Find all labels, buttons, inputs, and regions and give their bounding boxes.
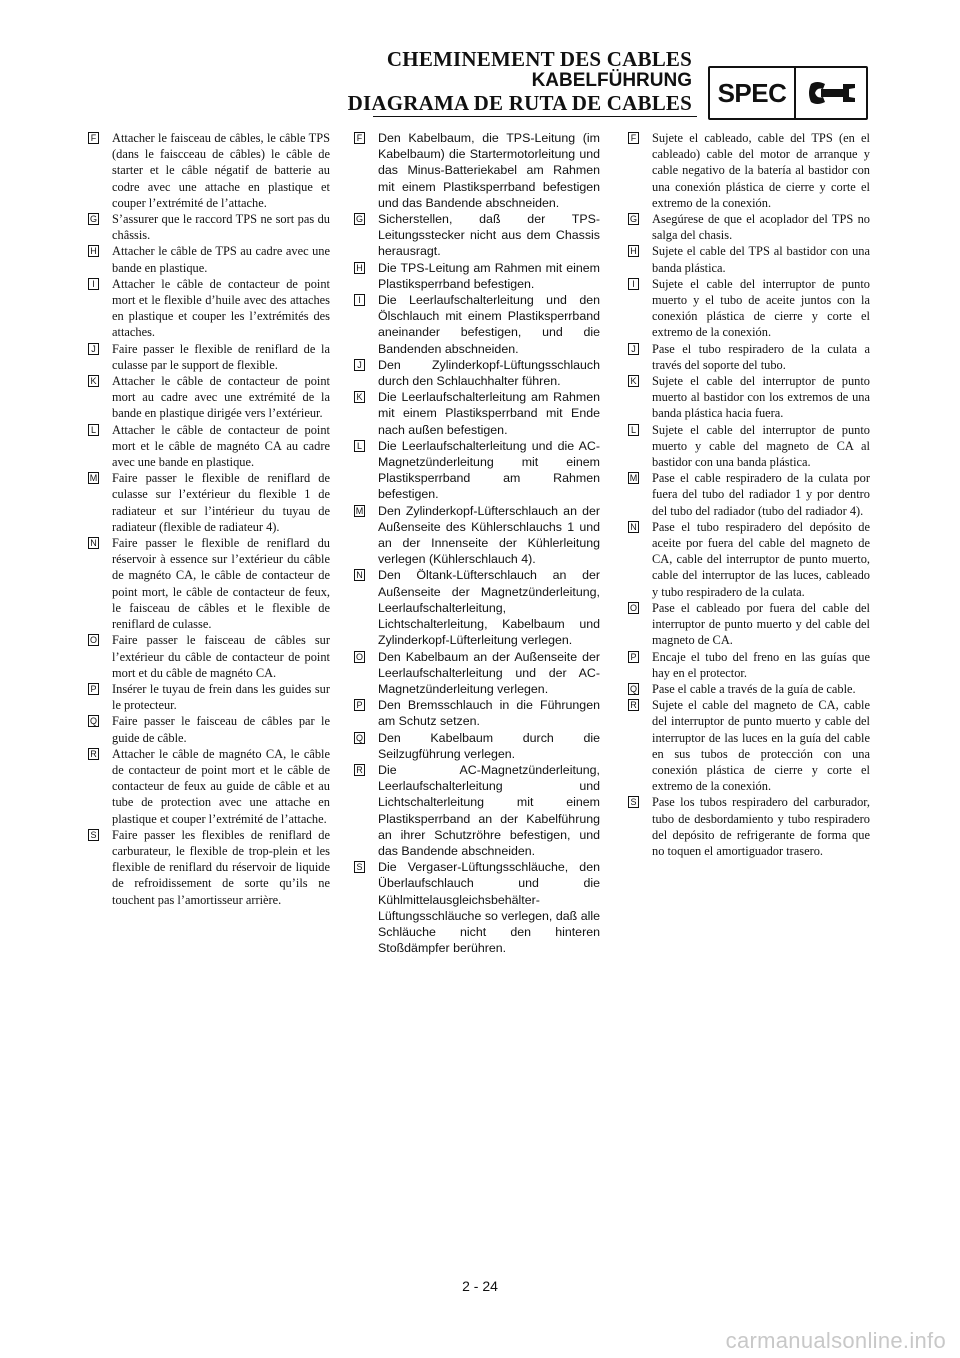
step-marker: Q: [355, 732, 363, 743]
instruction-item: [352, 503, 600, 568]
step-marker: K: [354, 391, 365, 403]
step-marker: N: [88, 537, 99, 549]
step-marker: F: [628, 132, 639, 144]
step-marker: L: [354, 440, 365, 452]
instruction-text: Die Leerlaufschalterleitung und den Ölschlauch mit einem Plastiksperrband aneinander befestigen, und die Bandenden abschneiden.: [378, 293, 600, 356]
instruction-item: [86, 535, 330, 632]
step-marker: Q: [89, 716, 97, 727]
column-german: [352, 130, 600, 956]
step-marker: J: [628, 343, 639, 355]
instruction-text: Den Kabelbaum durch die Seilzugführung verlegen.: [378, 730, 600, 761]
step-marker: G: [355, 214, 363, 225]
step-marker: L: [88, 424, 99, 436]
title-spanish: DIAGRAMA DE RUTA DE CABLES: [347, 91, 692, 115]
page-header: [348, 48, 692, 114]
instruction-text: Faire passer le flexible de reniflard de culasse sur l’extérieur du flexible 1 de radiateur et sur l’intérieur du tuyau de radiateur (flexible de radiateur 4).: [112, 471, 330, 534]
step-marker: S: [354, 861, 365, 873]
instruction-item: [86, 713, 330, 745]
step-marker: S: [88, 829, 99, 841]
step-marker: P: [88, 683, 99, 695]
instruction-item: [352, 130, 600, 211]
step-marker: O: [629, 602, 637, 613]
instruction-text: Attacher le câble de contacteur de point mort au cadre avec une extrémité de la bande en plastique dirigée vers l’extérieur.: [112, 374, 330, 421]
step-marker: J: [88, 343, 99, 355]
instruction-item: [86, 276, 330, 341]
instruction-text: Pase el cable respiradero de la culata por fuera del tubo del radiador 1 y por dentro del tubo del radiador (tubo del radiador 4).: [652, 471, 870, 518]
instruction-item: [86, 827, 330, 908]
instruction-item: [86, 681, 330, 713]
instruction-text: Attacher le câble de contacteur de point mort et le flexible d’huile avec des attaches en plastique et couper les l’extrémités des attaches.: [112, 276, 330, 340]
step-marker: O: [89, 635, 97, 646]
instruction-item: [352, 292, 600, 357]
instruction-text: Den Öltank-Lüfterschlauch an der Außenseite der Magnetzünderleitung, Leerlaufschalterleitung, Lichtschalterleitung, Kabelbaum und Zylinderkopf-Lüfterleitung verlegen.: [378, 568, 600, 648]
instruction-text: Attacher le câble de TPS au cadre avec une bande en plastique.: [112, 244, 330, 275]
instruction-text: Pase el cable a través de la guía de cable.: [652, 681, 856, 696]
step-marker: G: [89, 214, 97, 225]
instruction-item: [626, 211, 870, 243]
instruction-text: Attacher le faisceau de câbles, le câble TPS (dans le faiscceau de câbles) le câble de starter et le câble négatif de batterie au codre avec une attache en plastique et couper l’extrémité de l’attache.: [112, 131, 330, 210]
instruction-item: [352, 438, 600, 503]
instruction-text: Die AC-Magnetzünderleitung, Leerlaufschalterleitung und Lichtschalterleitung mit einem Plastiksperrband an der Kabelführung an ihrer Schutzröhre befestigen, und das Bandende abschneiden.: [378, 762, 600, 858]
instruction-item: [352, 649, 600, 698]
instruction-item: [626, 276, 870, 341]
step-marker: M: [89, 473, 98, 484]
step-marker: H: [628, 245, 639, 257]
step-marker: I: [628, 278, 639, 290]
step-marker: L: [628, 424, 639, 436]
instruction-item: [626, 422, 870, 471]
instruction-item: [352, 730, 600, 762]
instruction-text: Sujete el cableado, cable del TPS (en el cableado) cable del motor de arranque y cable negativo de la batería al bastidor con una conexión plástica de cierre y corte el extremo de la conexión.: [652, 131, 870, 210]
step-marker: F: [354, 132, 365, 144]
instruction-text: Den Kabelbaum, die TPS-Leitung (im Kabelbaum) die Startermotorleitung und das Minus-Batteriekabel am Rahmen mit einem Plastiksperrband befestigen und das Bandende abschneiden.: [378, 131, 600, 210]
instruction-text: Pase el cableado por fuera del cable del interruptor de punto muerto y del cable del magneto de CA.: [652, 600, 870, 648]
instruction-text: Faire passer le faisceau de câbles sur l’extérieur du câble de contacteur de point mort et du câble de magnéto CA.: [112, 633, 330, 680]
instruction-text: Die TPS-Leitung am Rahmen mit einem Plastiksperrband befestigen.: [378, 260, 600, 291]
step-marker: S: [628, 796, 639, 808]
step-marker: H: [88, 245, 99, 257]
instruction-item: [626, 470, 870, 519]
column-spanish: [626, 130, 870, 859]
instruction-text: Attacher le câble de magnéto CA, le câble de contacteur de point mort et le câble de contacteur de feux au guide de câble et au tube de protection avec une attache en plastique et couper l’extrémité de l’attache.: [112, 746, 330, 826]
instruction-text: Sujete el cable del interruptor de punto muerto y el tubo de aceite juntos con la conexión plástica de cierre y corte el extremo de la conexión.: [652, 276, 870, 340]
step-marker: R: [628, 699, 639, 711]
instruction-text: Sicherstellen, daß der TPS-Leitungsstecker nicht aus dem Chassis herausragt.: [378, 212, 600, 259]
title-french: CHEMINEMENT DES CABLES: [386, 47, 692, 71]
instruction-text: Faire passer le flexible de reniflard de la culasse par le support de flexible.: [112, 341, 330, 372]
instruction-text: Sujete el cable del interruptor de punto muerto al bastidor con los extremos de una banda plástica hacia fuera.: [652, 374, 870, 421]
instruction-item: [86, 211, 330, 243]
instruction-text: Pase los tubos respiradero del carburador, tubo de desbordamiento y tubo respiradero del depósito de refrigerante de forma que no toquen el amortiguador trasero.: [652, 795, 870, 858]
instruction-text: Sujete el cable del interruptor de punto muerto y cable del magneto de CA al bastidor con una banda plástica.: [652, 422, 870, 470]
instruction-item: [86, 632, 330, 681]
instruction-text: Faire passer le flexible de reniflard du réservoir à essence sur l’extérieur du câble de magnéto CA, le câble de contacteur de point mort, le câble de contacteur de feux, le faisceau de câbles et le flexible de reniflard de culasse.: [112, 536, 330, 632]
column-french: [86, 130, 330, 908]
instruction-item: [626, 373, 870, 422]
step-marker: K: [88, 375, 99, 387]
instruction-text: Den Bremsschlauch in die Führungen am Schutz setzen.: [378, 698, 600, 729]
instruction-text: Pase el tubo respiradero del depósito de aceite por fuera del cable del magneto de CA, cable del interruptor de punto muerto, cable del interruptor de las luces, cableado y tubo respiradero de la culata.: [652, 519, 870, 599]
instruction-item: [626, 519, 870, 600]
instruction-text: Die Vergaser-Lüftungsschläuche, den Überlaufschlauch und die Kühlmittelausgleichsbehälter-Lüftungsschläuche so verlegen, daß alle Schläuche nicht den hinteren Stoßdämpfer berühren.: [378, 860, 600, 956]
instruction-text: Pase el tubo respiradero de la culata a través del soporte del tubo.: [652, 341, 870, 372]
page-number: 2 - 24: [462, 1278, 498, 1294]
instruction-item: [86, 130, 330, 211]
instruction-item: [626, 649, 870, 681]
instruction-item: [626, 130, 870, 211]
instruction-text: Encaje el tubo del freno en las guías que hay en el protector.: [652, 649, 870, 680]
instruction-item: [626, 681, 870, 697]
instruction-item: [352, 389, 600, 438]
instruction-item: [626, 600, 870, 649]
instruction-item: [86, 470, 330, 535]
header-rule: [373, 116, 697, 117]
instruction-item: [86, 243, 330, 275]
step-marker: M: [355, 505, 364, 516]
instruction-item: [86, 373, 330, 422]
instruction-item: [352, 260, 600, 292]
instruction-item: [352, 762, 600, 859]
instruction-text: Faire passer le faisceau de câbles par le guide de câble.: [112, 714, 330, 745]
title-german: KABELFÜHRUNG: [531, 70, 692, 91]
instruction-item: [352, 697, 600, 729]
instruction-text: Den Zylinderkopf-Lüftungsschlauch durch den Schlauchhalter führen.: [378, 357, 600, 389]
instruction-item: [626, 341, 870, 373]
step-marker: I: [354, 294, 365, 306]
step-marker: J: [354, 359, 365, 371]
step-marker: N: [628, 521, 639, 533]
instruction-item: [626, 697, 870, 794]
step-marker: P: [628, 651, 639, 663]
instruction-item: [626, 243, 870, 275]
step-marker: K: [628, 375, 639, 387]
step-marker: N: [354, 569, 365, 581]
instruction-text: Insérer le tuyau de frein dans les guides sur le protecteur.: [112, 681, 330, 713]
step-marker: O: [355, 651, 363, 662]
instruction-item: [352, 859, 600, 956]
instruction-text: Den Zylinderkopf-Lüfterschlauch an der Außenseite des Kühlerschlauchs 1 und an der Innenseite der Kühlerleitung verlegen (Kühlerschlauch 4).: [378, 503, 600, 567]
step-marker: G: [629, 214, 637, 225]
instruction-item: [86, 341, 330, 373]
step-marker: R: [354, 764, 365, 776]
step-marker: R: [88, 748, 99, 760]
instruction-text: Asegúrese de que el acoplador del TPS no salga del chasis.: [652, 212, 870, 243]
step-marker: P: [354, 699, 365, 711]
instruction-item: [626, 794, 870, 859]
instruction-item: [86, 746, 330, 827]
step-marker: Q: [629, 683, 637, 694]
instruction-text: Die Leerlaufschalterleitung und die AC-Magnetzünderleitung mit einem Plastiksperrband am Rahmen befestigen.: [378, 438, 600, 502]
step-marker: H: [354, 262, 365, 274]
instruction-text: Die Leerlaufschalterleitung am Rahmen mit einem Plastiksperrband mit Ende nach außen befestigen.: [378, 390, 600, 437]
wrench-icon: [796, 68, 866, 118]
step-marker: M: [629, 473, 638, 484]
instruction-item: [86, 422, 330, 471]
step-marker: I: [88, 278, 99, 290]
step-marker: F: [88, 132, 99, 144]
instruction-text: Sujete el cable del magneto de CA, cable del interruptor de punto muerto y cable del interruptor de las luces en la guía del cable en sus tubos de protección con una conexión plástica de cierre y corte el extremo de la conexión.: [652, 698, 870, 794]
instruction-item: [352, 567, 600, 648]
instruction-text: Den Kabelbaum an der Außenseite der Leerlaufschalterleitung und der AC-Magnetzünderleitung verlegen.: [378, 649, 600, 696]
instruction-item: [352, 357, 600, 389]
instruction-text: Faire passer les flexibles de reniflard de carburateur, le flexible de trop-plein et les flexible de reniflard du réservoir de liquide de refroidissement de sorte qu’ils ne touchent pas l’amortisseur arrière.: [112, 827, 330, 907]
section-label: SPEC: [710, 68, 796, 118]
watermark: carmanualsonline.info: [725, 1328, 946, 1353]
instruction-text: Sujete el cable del TPS al bastidor con una banda plástica.: [652, 244, 870, 275]
instruction-item: [352, 211, 600, 260]
instruction-text: S’assurer que le raccord TPS ne sort pas du châssis.: [112, 212, 330, 243]
section-badge: [708, 66, 868, 120]
instruction-text: Attacher le câble de contacteur de point mort et le câble de magnéto CA au cadre avec une bande en plastique.: [112, 422, 330, 470]
